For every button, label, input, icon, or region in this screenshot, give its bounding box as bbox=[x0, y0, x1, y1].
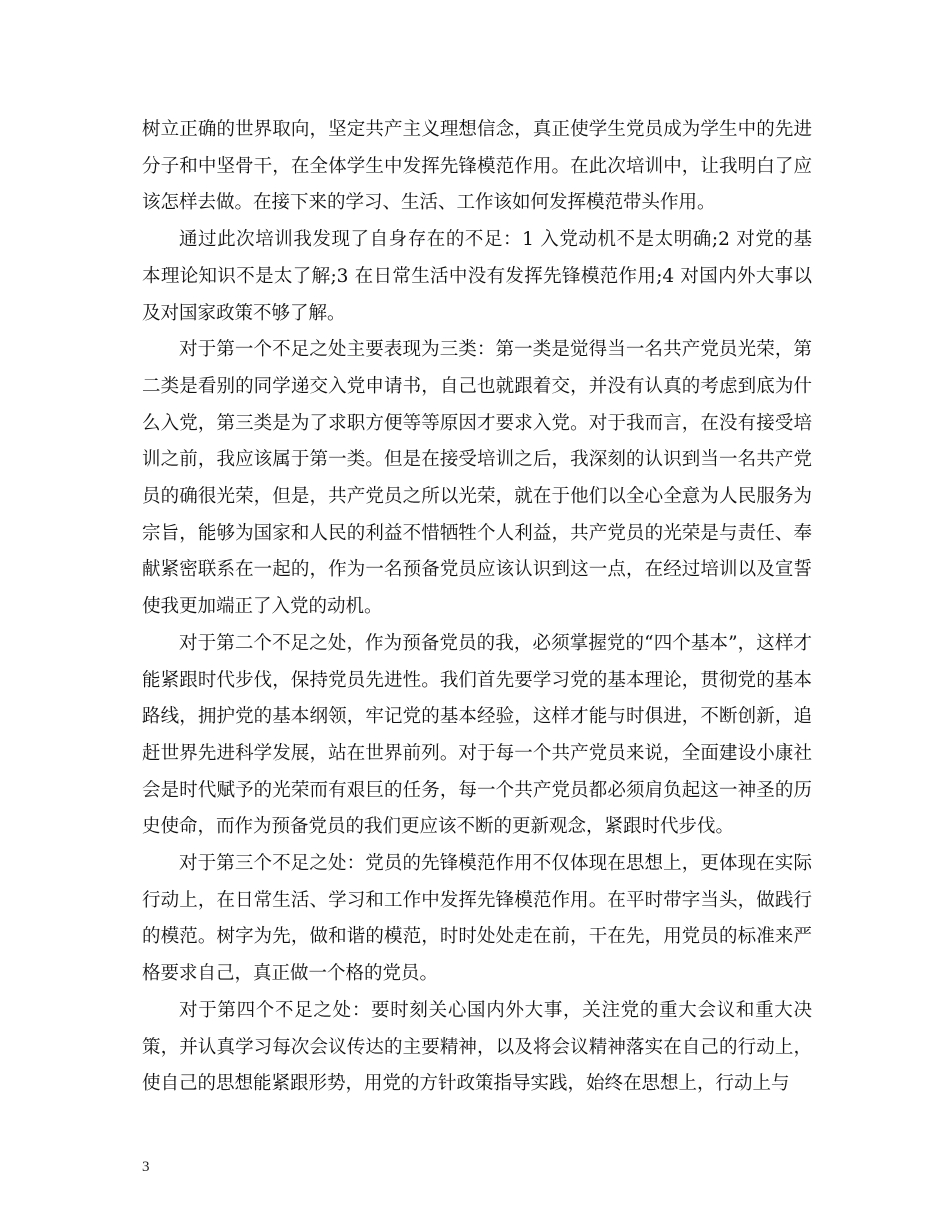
paragraph-continuation: 树立正确的世界取向，坚定共产主义理想信念，真正使学生党员成为学生中的先进分子和中坚骨干，在全体学生中发挥先锋模范作用。在此次培训中，让我明白了应该怎样去做。在接下来的学习、生活、工作该如何发挥模范带头作用。 bbox=[142, 119, 812, 214]
paragraph-third-shortcoming: 对于第三个不足之处：党员的先锋模范作用不仅体现在思想上，更体现在实际行动上，在日常生活、学习和工作中发挥先锋模范作用。在平时带字当头，做践行的模范。树字为先，做和谐的模范，时时处处走在前，干在先，用党员的标准来严格要求自己，真正做一个格的党员。 bbox=[142, 853, 812, 985]
paragraph-first-shortcoming: 对于第一个不足之处主要表现为三类：第一类是觉得当一名共产党员光荣，第二类是看别的同学递交入党申请书，自己也就跟着交，并没有认真的考虑到底为什么入党，第三类是为了求职方便等等原因才要求入党。对于我而言，在没有接受培训之前，我应该属于第一类。但是在接受培训之后，我深刻的认识到当一名共产党员的确很光荣，但是，共产党员之所以光荣，就在于他们以全心全意为人民服务为宗旨，能够为国家和人民的利益不惜牺牲个人利益，共产党员的光荣是与责任、奉献紧密联系在一起的，作为一名预备党员应该认识到这一点，在经过培训以及宣誓使我更加端正了入党的动机。 bbox=[142, 339, 812, 618]
document-body bbox=[142, 112, 812, 1103]
paragraph-shortcomings-summary: 通过此次培训我发现了自身存在的不足：1 入党动机不是太明确;2 对党的基本理论知识不是太了解;3 在日常生活中没有发挥先锋模范作用;4 对国内外大事以及对国家政策不够了解。 bbox=[142, 229, 812, 324]
page-number: 3 bbox=[142, 1159, 150, 1175]
paragraph-second-shortcoming: 对于第二个不足之处，作为预备党员的我，必须掌握党的“四个基本”，这样才能紧跟时代步伐，保持党员先进性。我们首先要学习党的基本理论，贯彻党的基本路线，拥护党的基本纲领，牢记党的基本经验，这样才能与时俱进，不断创新，追赶世界先进科学发展，站在世界前列。对于每一个共产党员来说，全面建设小康社会是时代赋予的光荣而有艰巨的任务，每一个共产党员都必须肩负起这一神圣的历史使命，而作为预备党员的我们更应该不断的更新观念，紧跟时代步伐。 bbox=[142, 632, 812, 838]
paragraph-fourth-shortcoming: 对于第四个不足之处：要时刻关心国内外大事，关注党的重大会议和重大决策，并认真学习每次会议传达的主要精神，以及将会议精神落实在自己的行动上，使自己的思想能紧跟形势，用党的方针政策指导实践，始终在思想上，行动上与 bbox=[142, 999, 812, 1095]
